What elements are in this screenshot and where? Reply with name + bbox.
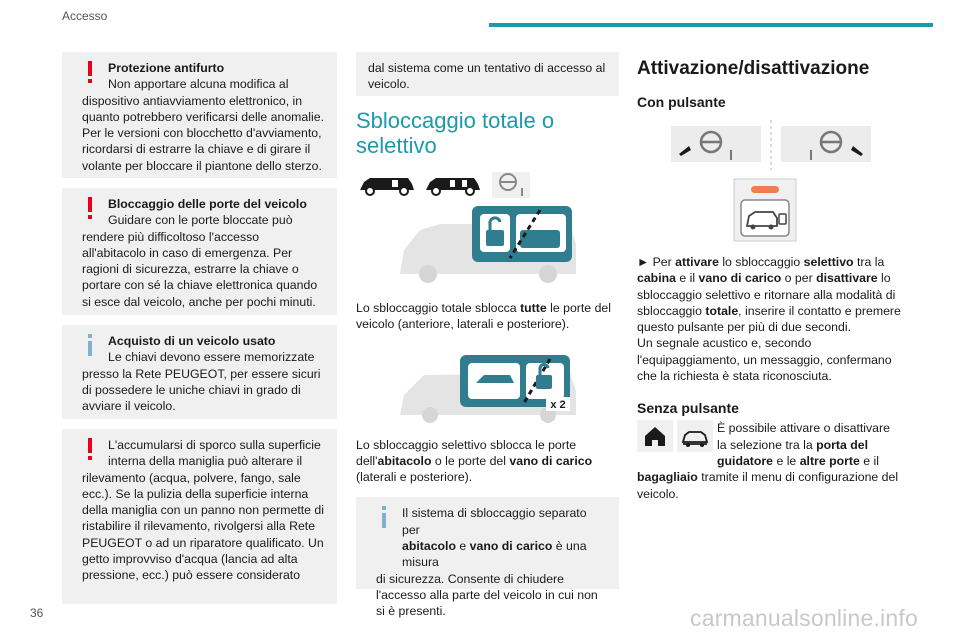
box-title: Bloccaggio delle porte del veicolo bbox=[108, 197, 307, 211]
warning-box-antitheft bbox=[62, 52, 337, 178]
text-bold: porta del guidatore bbox=[717, 437, 869, 468]
text-bold: disattivare bbox=[816, 271, 878, 286]
text: Per bbox=[652, 255, 676, 269]
text-bold: vano di carico bbox=[698, 271, 782, 286]
text: Lo sbloccaggio totale sblocca bbox=[356, 301, 521, 315]
text: tra la bbox=[853, 255, 885, 269]
warning-box-handle-dirt bbox=[62, 429, 337, 604]
confirmation-paragraph: Un segnale acustico e, secondo l'equipaggiamento, un messaggio, confermano che la richiesta è stata riconosciuta. bbox=[637, 336, 892, 384]
text: lo sbloccaggio selettivo e ritornare alla modalità di sbloccaggio bbox=[637, 271, 896, 318]
subheading-with-button: Con pulsante bbox=[637, 94, 726, 110]
box-title: Protezione antifurto bbox=[108, 61, 225, 75]
box-text: Guidare con le porte bloccate può bbox=[108, 213, 293, 228]
info-box-used-vehicle bbox=[62, 325, 337, 419]
text: o le porte del bbox=[431, 453, 510, 468]
text-bold: vano di carico bbox=[469, 539, 553, 554]
warning-box-door-locking bbox=[62, 188, 337, 315]
text-bold: bagagliaio bbox=[637, 470, 698, 485]
text-bold: selettivo bbox=[803, 255, 854, 269]
box-text: dal sistema come un tentativo di accesso al veicolo. bbox=[368, 61, 606, 92]
van-selective-unlock-figure bbox=[400, 353, 580, 423]
text-bold: vano di carico bbox=[509, 453, 593, 468]
text: e bbox=[455, 539, 470, 554]
info-box-separate-unlock bbox=[356, 497, 619, 619]
box-text: di sicurezza. Consente di chiudere l'accesso alla parte del veicolo in cui non si è presenti. bbox=[376, 571, 598, 619]
text: È possibile attivare o disattivare la selezione tra la bbox=[717, 421, 890, 452]
warning-icon bbox=[86, 438, 94, 460]
text-bold: altre porte bbox=[799, 453, 860, 468]
van-unlock-icon bbox=[360, 178, 414, 195]
text-bold: cabina bbox=[637, 271, 676, 286]
box-text: dispositivo antiavviamento elettronico, in quanto potrebbero verificarsi delle anomalie. Per le versioni con blocchetto d'avviamento, ricordarsi di estrarre la chiave e di girare il volante per bloccare il piantone dello sterzo. bbox=[82, 93, 324, 173]
box-text: Le chiavi devono essere memorizzate bbox=[108, 350, 315, 365]
column-middle bbox=[356, 52, 619, 619]
box-text: rendere più difficoltoso l'accesso all'abitacolo in caso di emergenza. Per ragioni di sicurezza, estrarre la chiave o portare con sé la chiave elettronica quando si esce dal veicolo, anche per pochi minuti. bbox=[82, 229, 318, 309]
text: lo sbloccaggio bbox=[718, 255, 804, 269]
text: , inserire il contatto e premere questo pulsante per più di due secondi. bbox=[637, 303, 901, 335]
text-bold: abitacolo bbox=[377, 453, 432, 468]
text: le porte del veicolo (anteriore, laterali e posteriore). bbox=[356, 301, 611, 332]
press-twice-badge: x 2 bbox=[550, 398, 566, 411]
box-text: Non apportare alcuna modifica al bbox=[108, 77, 289, 92]
text: e le bbox=[773, 453, 800, 468]
van-selective-unlock-icon bbox=[426, 178, 480, 195]
text: e il bbox=[675, 271, 699, 286]
header-accent-bar bbox=[489, 23, 933, 27]
continued-box bbox=[356, 52, 619, 96]
arrow-bullet: ► bbox=[637, 255, 653, 269]
box-title: Acquisto di un veicolo usato bbox=[108, 334, 276, 348]
car-settings-icon bbox=[677, 420, 713, 452]
box-text bbox=[376, 538, 607, 571]
info-icon bbox=[86, 334, 94, 356]
text-bold: attivare bbox=[675, 255, 719, 269]
text: tramite il menu di configurazione del veicolo. bbox=[637, 470, 899, 501]
text: o per bbox=[781, 271, 817, 286]
text-bold: totale bbox=[705, 303, 739, 318]
text: è una misura bbox=[402, 539, 587, 570]
section-heading: Attivazione/disattivazione bbox=[637, 58, 870, 79]
settings-icons bbox=[637, 420, 713, 452]
box-text: presso la Rete PEUGEOT, per essere sicuri di possedere le uniche chiavi in grado di avviare il veicolo. bbox=[82, 366, 321, 414]
watermark: carmanualsonline.info bbox=[690, 605, 918, 631]
header-section: Accesso bbox=[62, 9, 108, 23]
text-bold: abitacolo bbox=[402, 539, 456, 554]
menu-config-paragraph bbox=[637, 420, 902, 501]
column-right bbox=[637, 52, 902, 502]
warning-icon bbox=[86, 61, 94, 83]
subheading-without-button: Senza pulsante bbox=[637, 400, 739, 417]
vehicle-unlock-icons-figure bbox=[358, 170, 538, 200]
page-number: 36 bbox=[30, 606, 44, 620]
box-text: L'accumularsi di sporco sulla superficie interna della maniglia può alterare il bbox=[108, 438, 321, 469]
van-total-unlock-figure bbox=[400, 204, 580, 284]
warning-icon bbox=[86, 197, 94, 219]
selective-unlock-paragraph bbox=[356, 437, 619, 486]
total-unlock-paragraph bbox=[356, 300, 619, 333]
box-text: rilevamento (acqua, polvere, fango, sale ecc.). Se la pulizia della superficie interna della maniglia con un panno non permette di ristabilire il rilevamento, rivolgersi alla Rete PEUGEOT o ad un riparatore qualificato. Un getto improvviso d'acqua (lancia ad alta pressione, ecc.) può essere considerato bbox=[82, 470, 325, 583]
section-heading: Sbloccaggio totale o selettivo bbox=[356, 108, 555, 158]
text: (laterali e posteriore). bbox=[356, 470, 473, 485]
column-left bbox=[62, 52, 337, 614]
box-text: Il sistema di sbloccaggio separato per bbox=[402, 506, 587, 537]
text: e il bbox=[859, 453, 879, 468]
selective-unlock-button-figure bbox=[733, 178, 797, 242]
steering-key-icon bbox=[492, 172, 530, 198]
text-bold: tutte bbox=[520, 301, 547, 315]
activation-paragraph bbox=[637, 254, 902, 335]
info-icon bbox=[380, 506, 388, 528]
text: Lo sbloccaggio selettivo sblocca le porte dell' bbox=[356, 437, 577, 468]
steering-wheel-doors-figure bbox=[671, 120, 871, 170]
